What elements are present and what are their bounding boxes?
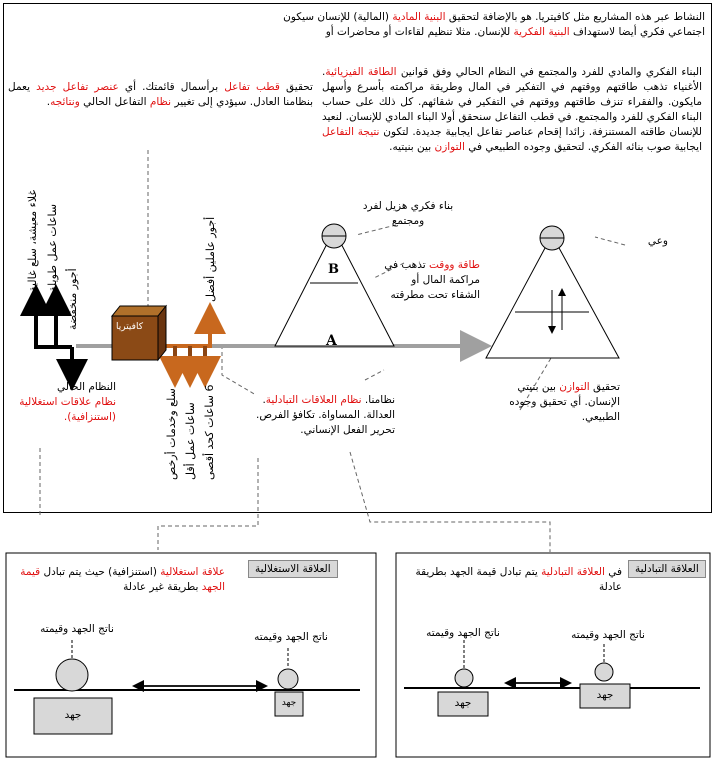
left-paragraph: تحقيق قطب تفاعل برأسمال قائمتك. أي عنصر تفاعل جديد يعمل بنظامنا العادل. سيؤدي إلى تغيير نظام التفاعل الحالي ونتائجه. — [8, 81, 313, 108]
panel-left-header: العلاقة الاستغلالية — [248, 560, 338, 578]
panel-right-header: العلاقة التبادلية — [628, 560, 706, 578]
orange-label: أجور عاملين أفضل — [204, 216, 217, 302]
triangle1-note2: طاقة ووقت تذهب في مراكمة المال أو الشقاء تحت مطرقته — [384, 259, 480, 301]
panel-right-text: في العلاقة التبادلية يتم تبادل قيمة الجهد بطريقة عادلة — [415, 566, 622, 593]
triangle2-note: وعي — [647, 235, 668, 247]
panel-left-label-left: ناتج الجهد وقيمته — [40, 623, 114, 635]
panel-right-effort-right: جهد — [596, 689, 614, 701]
top-paragraph: النشاط عبر هذه المشاريع مثل كافيتريا. هو بالإضافة لتحقيق البنية المادية (المالية) للإنسان سيكون اجتماعي فكري أيضا لاستهداف البنية الفكرية للإنسان. مثلا تنظيم لقاءات أو محاضرات أو — [283, 11, 705, 38]
panel-right-label-left: ناتج الجهد وقيمته — [426, 627, 500, 639]
triangle-1 — [275, 224, 394, 346]
panel-right-label-right: ناتج الجهد وقيمته — [571, 629, 645, 641]
cafeteria-label: كافيتريا — [116, 322, 143, 332]
our-system-text: نظامنا. نظام العلاقات التبادلية. العدالة. المساواة. تكافؤ الفرص. تحرير الفعل الإنساني. — [256, 394, 395, 436]
brown-label-3: 6 ساعات كحد أقصى — [203, 384, 216, 480]
triangle-2 — [486, 226, 619, 358]
panel-right-effort-left: جهد — [454, 697, 472, 709]
panel-left-effort-big: جهد — [64, 709, 82, 721]
black-label-2: ساعات عمل طويلة — [46, 203, 59, 292]
panel-left-text: علاقة استغلالية (استنزافية) حيث يتم تبادل قيمة الجهد بطريقة غير عادلة — [20, 566, 225, 593]
current-system-text: النظام الحالي نظام علاقات استغلالية (استنزافية). — [19, 381, 116, 423]
triangle2-bottom: تحقيق التوازن بين بنيتي الإنسان. أي تحقيق وجوده الطبيعي. — [509, 381, 620, 423]
black-label-1: غلاء معيشة، سلع غالية — [26, 189, 39, 292]
panel-left-label-right: ناتج الجهد وقيمته — [254, 631, 328, 643]
cafeteria-box — [112, 306, 166, 360]
brown-label-2: ساعات عمل أقل — [184, 402, 197, 480]
label-b: B — [328, 262, 339, 277]
black-label-3: أجور منخفضة — [66, 268, 79, 330]
label-a: A — [326, 333, 337, 349]
orange-arrow — [160, 318, 210, 346]
brown-arrows — [175, 346, 205, 372]
panel-left-effort-small: جهد — [281, 698, 297, 708]
right-paragraph: البناء الفكري والمادي للفرد والمجتمع في النظام الحالي وفق قوانين الطاقة الفيزيائية. الأغنياء تذهب طاقتهم ووقتهم في التفكير في المال وطريقة مراكمته بأسرع وأسهل مايكون. والفقراء تنزف طاقتهم ووقتهم في التفكير في شقائهم. كل ذلك على حساب البناء الفكري للفرد والمجتمع. في قطب التفاعل سنحقق أولا البناء المادي للإنسان. لنعيد للإنسان طاقته المستنزفة. زائدا إقحام عناصر تفاعل ايجابية جديدة. لتكون نتيجة التفاعل ايجابية صوب بنائه الفكري. لتحقيق وجوده الطبيعي في التوازن بين بنيتيه. — [322, 66, 702, 153]
triangle1-note1: بناء فكري هزيل لفرد ومجتمع — [362, 200, 454, 227]
brown-label-1: سلع وخدمات أرخص — [165, 388, 178, 480]
